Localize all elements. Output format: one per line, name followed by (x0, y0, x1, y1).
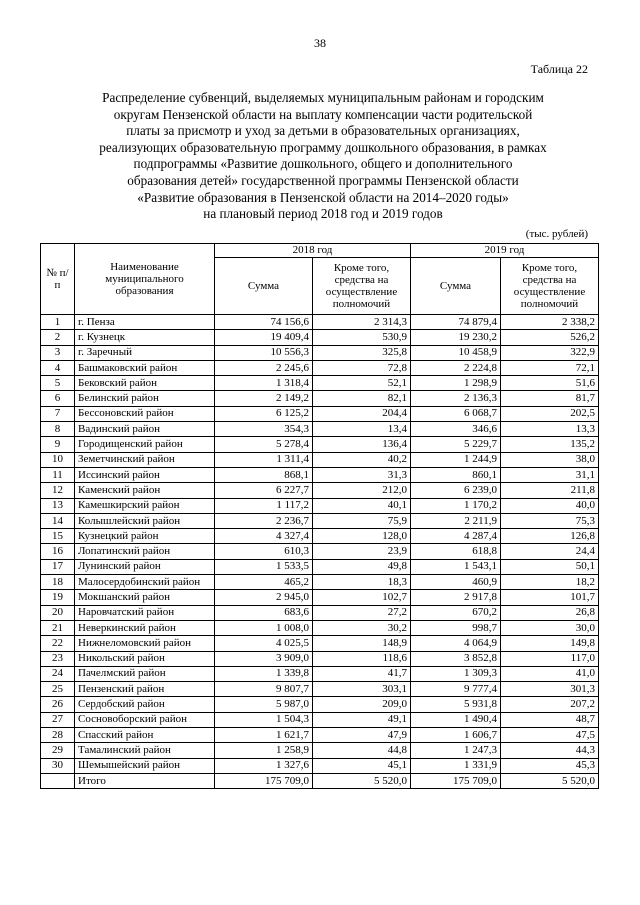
table-row (41, 345, 599, 360)
row-number: 23 (41, 651, 75, 666)
row-extra-2018: 44,8 (313, 743, 411, 758)
row-sum-2018: 683,6 (215, 605, 313, 620)
row-sum-2019: 4 287,4 (411, 529, 501, 544)
row-extra-2018: 40,1 (313, 498, 411, 513)
row-name: Тамалинский район (75, 743, 215, 758)
total-sum-2019: 175 709,0 (411, 773, 501, 788)
row-name: Башмаковский район (75, 360, 215, 375)
row-name: Лопатинский район (75, 544, 215, 559)
row-number: 28 (41, 728, 75, 743)
row-number: 13 (41, 498, 75, 513)
row-extra-2019: 40,0 (501, 498, 599, 513)
row-sum-2018: 3 909,0 (215, 651, 313, 666)
row-number: 24 (41, 666, 75, 681)
header-extra-2019: Кроме того, средства на осуществление полномочий (501, 258, 599, 315)
row-sum-2019: 3 852,8 (411, 651, 501, 666)
table-row (41, 406, 599, 421)
row-sum-2019: 4 064,9 (411, 636, 501, 651)
row-sum-2019: 346,6 (411, 422, 501, 437)
row-number: 9 (41, 437, 75, 452)
row-sum-2019: 10 458,9 (411, 345, 501, 360)
total-row (41, 773, 599, 788)
table-row (41, 513, 599, 528)
total-extra-2018: 5 520,0 (313, 773, 411, 788)
table-row (41, 391, 599, 406)
row-name: Сосновоборский район (75, 712, 215, 727)
row-sum-2019: 5 229,7 (411, 437, 501, 452)
row-extra-2019: 117,0 (501, 651, 599, 666)
row-sum-2018: 74 156,6 (215, 315, 313, 330)
row-sum-2019: 1 606,7 (411, 728, 501, 743)
table-row (41, 636, 599, 651)
row-number: 26 (41, 697, 75, 712)
row-extra-2019: 26,8 (501, 605, 599, 620)
row-name: Вадинский район (75, 422, 215, 437)
row-sum-2018: 4 025,5 (215, 636, 313, 651)
title-line: на плановый период 2018 год и 2019 годов (203, 206, 443, 222)
row-extra-2019: 41,0 (501, 666, 599, 681)
row-sum-2018: 1 311,4 (215, 452, 313, 467)
row-name: Наровчатский район (75, 605, 215, 620)
row-sum-2018: 1 117,2 (215, 498, 313, 513)
table-row (41, 360, 599, 375)
row-extra-2019: 149,8 (501, 636, 599, 651)
row-number: 20 (41, 605, 75, 620)
table-row (41, 437, 599, 452)
row-sum-2019: 2 917,8 (411, 590, 501, 605)
row-sum-2018: 868,1 (215, 467, 313, 482)
table-row (41, 758, 599, 773)
row-name: Малосердобинский район (75, 575, 215, 590)
row-sum-2018: 1 339,8 (215, 666, 313, 681)
row-sum-2019: 670,2 (411, 605, 501, 620)
table-row (41, 590, 599, 605)
row-extra-2018: 47,9 (313, 728, 411, 743)
row-extra-2018: 136,4 (313, 437, 411, 452)
row-name: Неверкинский район (75, 620, 215, 635)
row-number: 15 (41, 529, 75, 544)
row-extra-2019: 526,2 (501, 330, 599, 345)
table-row (41, 483, 599, 498)
row-number: 14 (41, 513, 75, 528)
row-sum-2018: 1 533,5 (215, 559, 313, 574)
row-name: Никольский район (75, 651, 215, 666)
row-sum-2019: 6 239,0 (411, 483, 501, 498)
row-extra-2019: 211,8 (501, 483, 599, 498)
row-number: 11 (41, 467, 75, 482)
row-name: Спасский район (75, 728, 215, 743)
row-extra-2019: 47,5 (501, 728, 599, 743)
row-extra-2019: 51,6 (501, 376, 599, 391)
row-name: Лунинский район (75, 559, 215, 574)
row-sum-2018: 1 318,4 (215, 376, 313, 391)
table-row (41, 666, 599, 681)
row-sum-2019: 19 230,2 (411, 330, 501, 345)
row-sum-2018: 2 945,0 (215, 590, 313, 605)
row-sum-2018: 610,3 (215, 544, 313, 559)
row-extra-2019: 24,4 (501, 544, 599, 559)
table-body (41, 315, 599, 789)
row-name: Каменский район (75, 483, 215, 498)
row-sum-2018: 1 258,9 (215, 743, 313, 758)
table-row (41, 467, 599, 482)
row-extra-2018: 530,9 (313, 330, 411, 345)
title-line: «Развитие образования в Пензенской области на 2014–2020 годы» (137, 189, 509, 205)
row-extra-2019: 44,3 (501, 743, 599, 758)
row-number: 17 (41, 559, 75, 574)
row-extra-2018: 30,2 (313, 620, 411, 635)
row-sum-2018: 2 149,2 (215, 391, 313, 406)
row-extra-2019: 48,7 (501, 712, 599, 727)
row-sum-2019: 2 136,3 (411, 391, 501, 406)
table-row (41, 529, 599, 544)
row-number: 10 (41, 452, 75, 467)
row-extra-2019: 322,9 (501, 345, 599, 360)
title-line: округам Пензенской области на выплату компенсации части родительской (113, 106, 533, 122)
header-extra-2018: Кроме того, средства на осуществление полномочий (313, 258, 411, 315)
row-extra-2019: 72,1 (501, 360, 599, 375)
header-sum-2019: Сумма (411, 258, 501, 315)
row-number: 5 (41, 376, 75, 391)
row-number: 7 (41, 406, 75, 421)
row-sum-2018: 9 807,7 (215, 682, 313, 697)
row-number: 29 (41, 743, 75, 758)
row-sum-2019: 2 224,8 (411, 360, 501, 375)
header-year-2018: 2018 год (215, 244, 411, 258)
row-extra-2018: 49,8 (313, 559, 411, 574)
row-sum-2019: 9 777,4 (411, 682, 501, 697)
row-number: 2 (41, 330, 75, 345)
table-row (41, 452, 599, 467)
subsidy-table (40, 243, 599, 789)
row-extra-2018: 23,9 (313, 544, 411, 559)
table-row (41, 315, 599, 330)
row-name: Бессоновский район (75, 406, 215, 421)
table-row (41, 422, 599, 437)
row-sum-2018: 1 008,0 (215, 620, 313, 635)
row-sum-2018: 1 504,3 (215, 712, 313, 727)
row-sum-2019: 618,8 (411, 544, 501, 559)
table-row (41, 376, 599, 391)
row-extra-2018: 40,2 (313, 452, 411, 467)
table-row (41, 544, 599, 559)
row-extra-2018: 13,4 (313, 422, 411, 437)
row-extra-2019: 45,3 (501, 758, 599, 773)
row-extra-2018: 27,2 (313, 605, 411, 620)
row-extra-2018: 128,0 (313, 529, 411, 544)
table-row (41, 682, 599, 697)
row-name: Шемышейский район (75, 758, 215, 773)
table-row (41, 605, 599, 620)
row-extra-2018: 45,1 (313, 758, 411, 773)
row-extra-2019: 38,0 (501, 452, 599, 467)
row-name: Бековский район (75, 376, 215, 391)
row-extra-2018: 72,8 (313, 360, 411, 375)
row-sum-2019: 1 331,9 (411, 758, 501, 773)
row-extra-2018: 118,6 (313, 651, 411, 666)
row-sum-2018: 6 227,7 (215, 483, 313, 498)
table-row (41, 620, 599, 635)
row-sum-2019: 2 211,9 (411, 513, 501, 528)
row-extra-2018: 325,8 (313, 345, 411, 360)
row-extra-2018: 41,7 (313, 666, 411, 681)
row-sum-2019: 74 879,4 (411, 315, 501, 330)
row-number: 27 (41, 712, 75, 727)
row-sum-2019: 1 309,3 (411, 666, 501, 681)
total-extra-2019: 5 520,0 (501, 773, 599, 788)
total-sum-2018: 175 709,0 (215, 773, 313, 788)
row-extra-2018: 31,3 (313, 467, 411, 482)
row-extra-2019: 13,3 (501, 422, 599, 437)
row-name: Сердобский район (75, 697, 215, 712)
row-extra-2019: 2 338,2 (501, 315, 599, 330)
row-extra-2018: 75,9 (313, 513, 411, 528)
row-number: 3 (41, 345, 75, 360)
row-sum-2019: 1 244,9 (411, 452, 501, 467)
document-title (60, 90, 586, 223)
row-sum-2018: 1 327,6 (215, 758, 313, 773)
row-extra-2018: 209,0 (313, 697, 411, 712)
row-sum-2018: 2 236,7 (215, 513, 313, 528)
table-row (41, 498, 599, 513)
table-row (41, 330, 599, 345)
table-row (41, 728, 599, 743)
row-extra-2019: 30,0 (501, 620, 599, 635)
title-line: образования детей» государственной программы Пензенской области (127, 172, 519, 188)
row-number: 18 (41, 575, 75, 590)
title-line: реализующих образовательную программу дошкольного образования, в рамках (99, 139, 547, 155)
row-name: г. Кузнецк (75, 330, 215, 345)
row-extra-2018: 18,3 (313, 575, 411, 590)
row-number: 4 (41, 360, 75, 375)
table-row (41, 743, 599, 758)
row-sum-2018: 1 621,7 (215, 728, 313, 743)
row-extra-2018: 148,9 (313, 636, 411, 651)
row-number: 1 (41, 315, 75, 330)
row-name: г. Заречный (75, 345, 215, 360)
header-year-2019: 2019 год (411, 244, 599, 258)
title-line: Распределение субвенций, выделяемых муниципальным районам и городским (102, 90, 544, 105)
row-sum-2019: 998,7 (411, 620, 501, 635)
row-number: 25 (41, 682, 75, 697)
row-sum-2019: 1 247,3 (411, 743, 501, 758)
title-line: подпрограммы «Развитие дошкольного, общего и дополнительного (133, 156, 513, 172)
row-sum-2018: 19 409,4 (215, 330, 313, 345)
row-extra-2018: 52,1 (313, 376, 411, 391)
table-row (41, 697, 599, 712)
row-sum-2019: 5 931,8 (411, 697, 501, 712)
row-name: г. Пенза (75, 315, 215, 330)
total-number (41, 773, 75, 788)
row-name: Камешкирский район (75, 498, 215, 513)
row-extra-2018: 49,1 (313, 712, 411, 727)
row-sum-2018: 354,3 (215, 422, 313, 437)
units-note: (тыс. рублей) (525, 228, 588, 240)
row-number: 30 (41, 758, 75, 773)
row-name: Колышлейский район (75, 513, 215, 528)
table-row (41, 651, 599, 666)
row-sum-2018: 4 327,4 (215, 529, 313, 544)
row-extra-2019: 126,8 (501, 529, 599, 544)
row-sum-2019: 1 170,2 (411, 498, 501, 513)
row-extra-2019: 202,5 (501, 406, 599, 421)
row-number: 22 (41, 636, 75, 651)
row-extra-2018: 212,0 (313, 483, 411, 498)
row-name: Земетчинский район (75, 452, 215, 467)
row-sum-2019: 860,1 (411, 467, 501, 482)
row-extra-2019: 207,2 (501, 697, 599, 712)
row-number: 16 (41, 544, 75, 559)
row-extra-2019: 301,3 (501, 682, 599, 697)
row-sum-2019: 1 543,1 (411, 559, 501, 574)
row-extra-2019: 50,1 (501, 559, 599, 574)
row-extra-2019: 31,1 (501, 467, 599, 482)
row-extra-2018: 82,1 (313, 391, 411, 406)
header-num: № п/п (41, 244, 75, 315)
header-name: Наименование муниципального образования (75, 244, 215, 315)
row-name: Пензенский район (75, 682, 215, 697)
table-row (41, 559, 599, 574)
row-extra-2019: 81,7 (501, 391, 599, 406)
row-name: Кузнецкий район (75, 529, 215, 544)
row-sum-2019: 1 490,4 (411, 712, 501, 727)
row-number: 21 (41, 620, 75, 635)
row-sum-2018: 6 125,2 (215, 406, 313, 421)
row-extra-2018: 2 314,3 (313, 315, 411, 330)
table-row (41, 712, 599, 727)
row-sum-2019: 460,9 (411, 575, 501, 590)
row-sum-2018: 5 987,0 (215, 697, 313, 712)
row-number: 12 (41, 483, 75, 498)
row-number: 19 (41, 590, 75, 605)
row-extra-2019: 75,3 (501, 513, 599, 528)
row-extra-2018: 102,7 (313, 590, 411, 605)
table-label: Таблица 22 (530, 62, 588, 76)
row-sum-2018: 5 278,4 (215, 437, 313, 452)
row-sum-2018: 465,2 (215, 575, 313, 590)
row-sum-2019: 1 298,9 (411, 376, 501, 391)
row-extra-2018: 303,1 (313, 682, 411, 697)
row-sum-2019: 6 068,7 (411, 406, 501, 421)
page-number: 38 (314, 36, 326, 50)
header-sum-2018: Сумма (215, 258, 313, 315)
row-number: 8 (41, 422, 75, 437)
row-sum-2018: 10 556,3 (215, 345, 313, 360)
row-number: 6 (41, 391, 75, 406)
row-name: Нижнеломовский район (75, 636, 215, 651)
row-sum-2018: 2 245,6 (215, 360, 313, 375)
row-extra-2019: 18,2 (501, 575, 599, 590)
title-line: платы за присмотр и уход за детьми в образовательных организациях, (126, 123, 520, 139)
row-name: Белинский район (75, 391, 215, 406)
row-name: Иссинский район (75, 467, 215, 482)
row-name: Пачелмский район (75, 666, 215, 681)
total-name: Итого (75, 773, 215, 788)
row-extra-2019: 101,7 (501, 590, 599, 605)
row-extra-2018: 204,4 (313, 406, 411, 421)
row-name: Городищенский район (75, 437, 215, 452)
row-name: Мокшанский район (75, 590, 215, 605)
row-extra-2019: 135,2 (501, 437, 599, 452)
table-row (41, 575, 599, 590)
